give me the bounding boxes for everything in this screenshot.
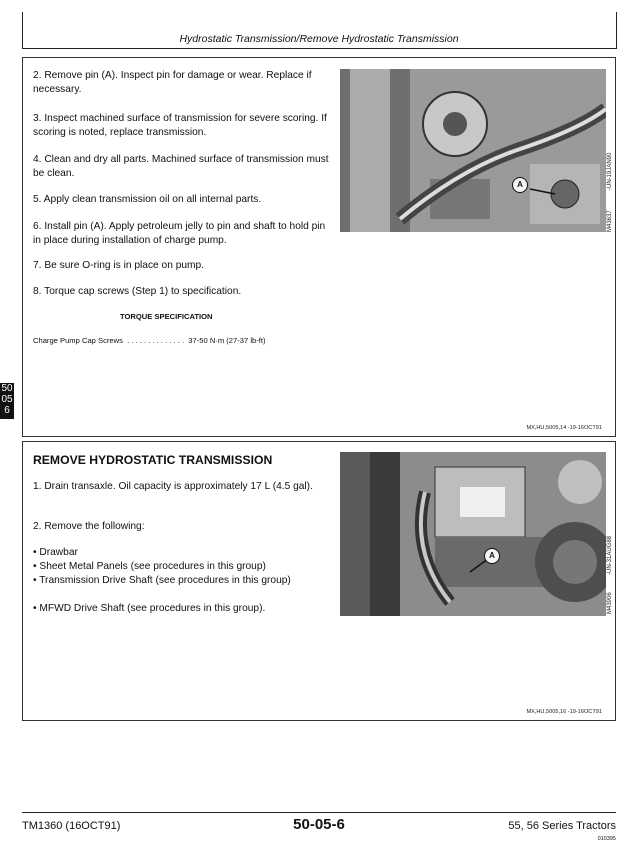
footer-code: 010395: [597, 836, 616, 842]
step-7-o-ring: 7. Be sure O-ring is in place on pump.: [33, 260, 205, 271]
section-1-reference: MX,HU,5005,14 -19-16OCT91: [526, 425, 602, 431]
step-8-torque: 8. Torque cap screws (Step 1) to specification.: [33, 286, 242, 297]
section-2-title: REMOVE HYDROSTATIC TRANSMISSION: [33, 453, 273, 467]
hydrostatic-transmission-photo: [340, 452, 606, 616]
photo-1-image-id: M43637: [607, 210, 613, 232]
footer-rule: [22, 812, 616, 813]
step-2-remove-pin: 2. Remove pin (A). Inspect pin for damage or wear. Replace if necessary.: [33, 70, 312, 95]
footer-tractor-series: 55, 56 Series Tractors: [508, 820, 616, 832]
torque-spec-heading: TORQUE SPECIFICATION: [120, 312, 213, 321]
footer-manual-id: TM1360 (16OCT91): [22, 820, 121, 832]
header-left-tick: [22, 12, 23, 49]
section-2-step-1: 1. Drain transaxle. Oil capacity is approximately 17 L (4.5 gal).: [33, 481, 313, 492]
section-2-step-2: 2. Remove the following:: [33, 521, 145, 532]
side-tab-line-3: 6: [4, 405, 10, 416]
charge-pump-photo: [340, 69, 606, 232]
page-header-title: Hydrostatic Transmission/Remove Hydrostatic Transmission: [179, 33, 459, 45]
side-tab-line-1: 50: [1, 383, 13, 394]
bullet-transmission-drive-shaft: • Transmission Drive Shaft (see procedures in this group): [33, 575, 291, 586]
charge-pump-illustration: [340, 69, 606, 232]
bullet-sheet-metal: • Sheet Metal Panels (see procedures in this group): [33, 561, 266, 572]
photo-1-image-code: -UN-19JAN90: [607, 152, 613, 190]
header-rule: [22, 48, 616, 49]
step-4-clean-parts: 4. Clean and dry all parts. Machined surface of transmission must be clean.: [33, 154, 329, 179]
side-tab-line-2: 05: [1, 394, 13, 405]
transmission-illustration: [340, 452, 606, 616]
callout-a-marker: A: [512, 177, 528, 193]
photo-2-image-id: M43906: [607, 592, 613, 614]
photo-2-image-code: -UN-31AUG88: [607, 535, 613, 575]
header-right-tick: [616, 12, 617, 49]
bullet-mfwd-drive-shaft: • MFWD Drive Shaft (see procedures in this group).: [33, 603, 266, 614]
footer-page-number: 50-05-6: [293, 816, 345, 833]
section-2-reference: MX,HU,5005,16 -19-16OCT91: [526, 709, 602, 715]
step-6-install-pin: 6. Install pin (A). Apply petroleum jelly to pin and shaft to hold pin in place during installation of charge pump.: [33, 221, 326, 246]
section-side-tab: [0, 383, 14, 419]
bullet-drawbar: • Drawbar: [33, 547, 78, 558]
step-3-inspect-surface: 3. Inspect machined surface of transmission for severe scoring. If scoring is noted, replace transmission.: [33, 113, 327, 138]
callout-a-marker: A: [484, 548, 500, 564]
torque-spec-row: Charge Pump Cap Screws . . . . . . . . . . . . . . 37-50 N·m (27-37 lb-ft): [33, 336, 266, 345]
step-5-apply-oil: 5. Apply clean transmission oil on all internal parts.: [33, 194, 262, 205]
